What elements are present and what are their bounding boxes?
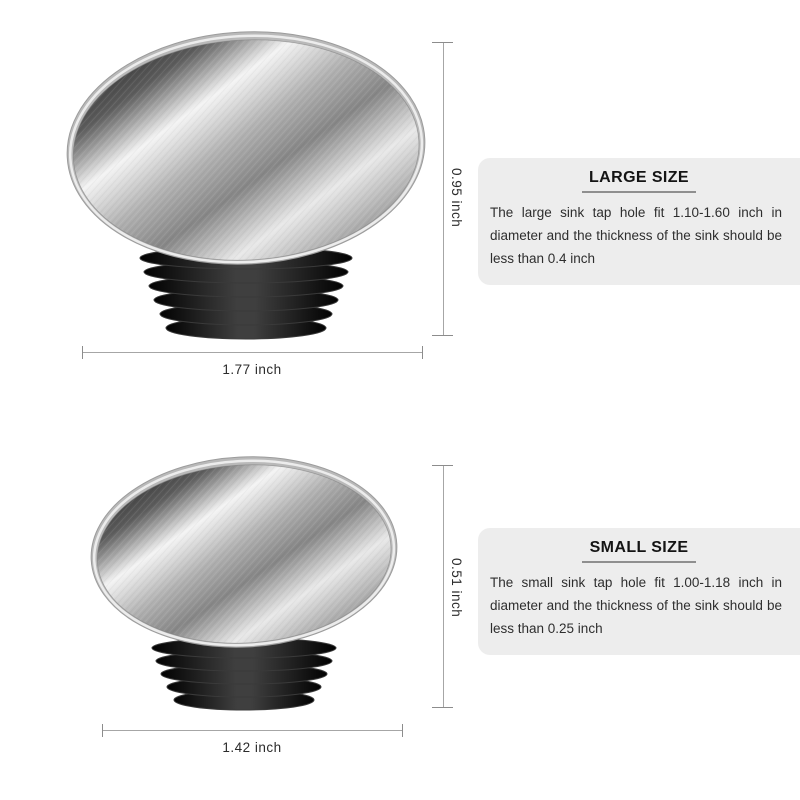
small-width-dimension-left-cap (102, 724, 103, 737)
large-height-dimension-top-cap (432, 42, 453, 43)
large-tap-hole-cover-image (61, 23, 431, 339)
large-width-dimension-left-cap (82, 346, 83, 359)
large-width-dimension-line (82, 352, 422, 353)
large-size-info-box (478, 158, 800, 285)
large-size-title: LARGE SIZE (588, 169, 689, 186)
small-width-dimension-right-cap (402, 724, 403, 737)
small-height-dimension-top-cap (432, 465, 453, 466)
small-size-description: The small sink tap hole fit 1.00-1.18 inch in diameter and the thickness of the sink should be less than 0.25 inch (490, 575, 782, 636)
small-tap-hole-cover-image (86, 449, 402, 710)
large-width-dimension-label: 1.77 inch (222, 362, 282, 377)
small-height-dimension-label: 0.51 inch (449, 558, 464, 618)
small-size-info-box (478, 528, 800, 655)
large-size-title-underline (582, 191, 696, 193)
small-cover-ribbed-base (152, 638, 336, 710)
small-size-title-underline (582, 561, 696, 563)
large-cover-top-disc (61, 23, 431, 273)
small-height-dimension-line (443, 465, 444, 707)
small-height-dimension-bottom-cap (432, 707, 453, 708)
small-size-title: SMALL SIZE (589, 539, 689, 556)
large-width-dimension-right-cap (422, 346, 423, 359)
small-width-dimension-line (102, 730, 402, 731)
small-cover-top-disc (86, 449, 402, 655)
large-height-dimension-bottom-cap (432, 335, 453, 336)
large-size-description: The large sink tap hole fit 1.10-1.60 inch in diameter and the thickness of the sink should be less than 0.4 inch (490, 205, 782, 266)
small-width-dimension-label: 1.42 inch (222, 740, 282, 755)
large-height-dimension-label: 0.95 inch (449, 168, 464, 228)
large-height-dimension-line (443, 42, 444, 335)
